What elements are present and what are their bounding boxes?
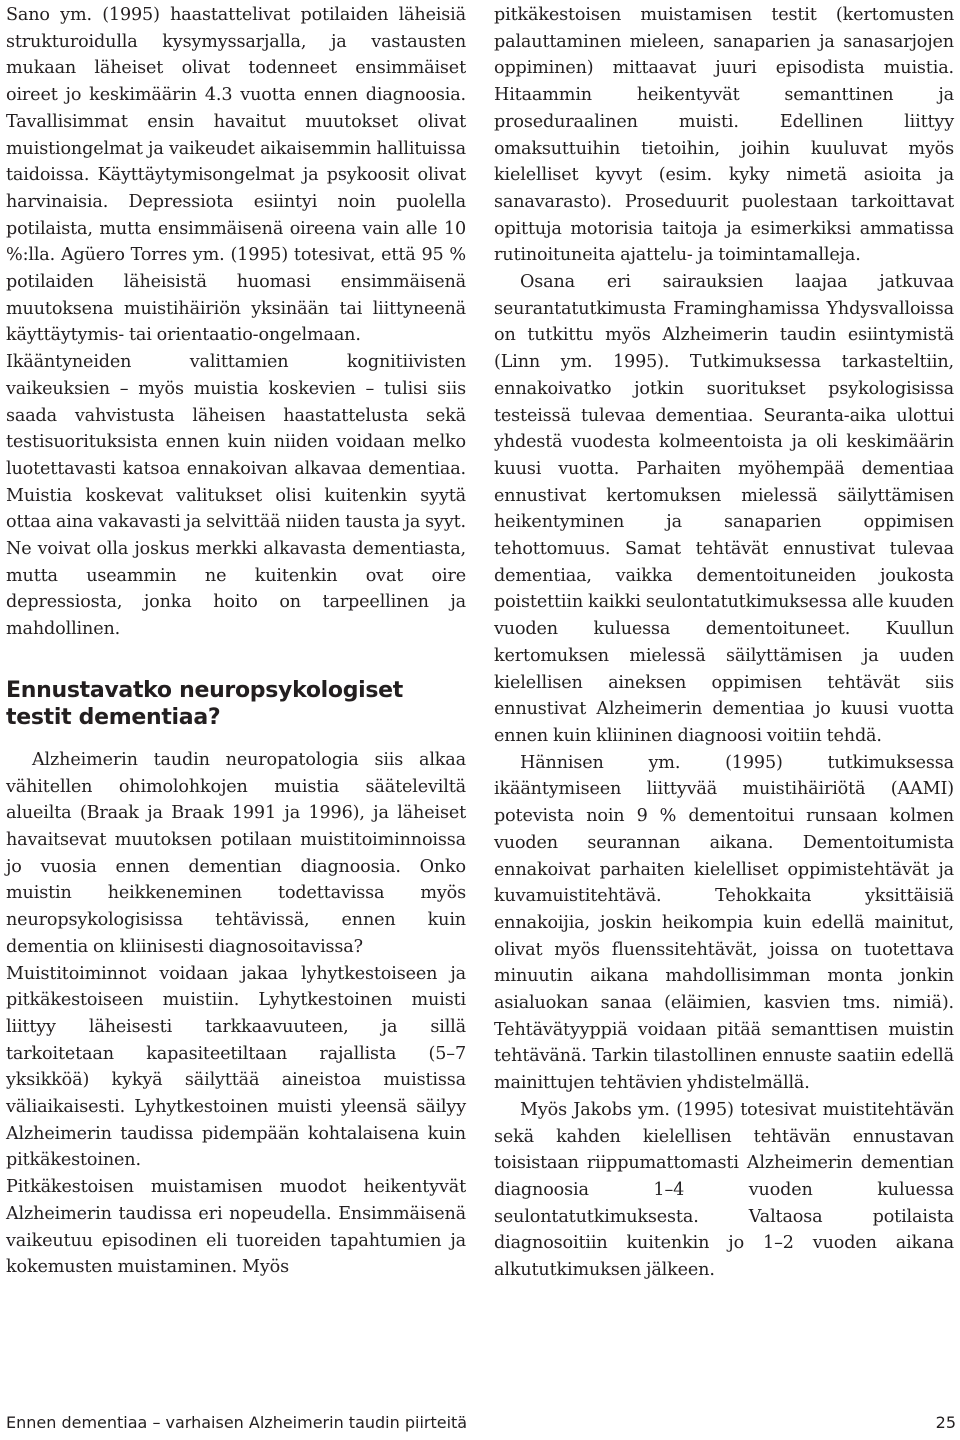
running-footer-title: Ennen dementiaa – varhaisen Alzheimerin taudin piirteitä bbox=[6, 1413, 468, 1432]
body-paragraph: Sano ym. (1995) haastattelivat potilaiden läheisiä strukturoidulla kysymyssarjalla, ja vastausten mukaan läheiset olivat todenneet ensimmäiset oireet jo keskimäärin 4.3 vuotta ennen diagnoosia. Tavallisimmat ensin havaitut muutokset olivat muistiongelmat ja vaikeudet aikaisemmin hallituissa taidoissa. Käyttäytymisongelmat ja psykoosit olivat harvinaisia. Depressiota esiintyi noin puolella potilaista, mutta ensimmäisenä oireena vain alle 10 %:lla. Agüero Torres ym. (1995) totesivat, että 95 % potilaiden läheisistä huomasi ensimmäisenä muutoksena muistihäiriön yksinään tai liittyneenä käyttäytymis- tai orientaatio-ongelmaan. bbox=[6, 5, 466, 346]
body-paragraph: Alzheimerin taudin neuropatologia siis alkaa vähitellen ohimolohkojen muistia sääteleviltä alueilta (Braak ja Braak 1991 ja 1996), ja läheiset havaitsevat muutoksen potilaan muistitoiminnoissa jo vuosia ennen dementian diagnoosia. Onko muistin heikkeneminen todettavissa myös neuropsykologisissa tehtävissä, ennen kuin dementia on kliinisesti diagnosoitavissa? bbox=[6, 749, 466, 957]
right-column bbox=[494, 2, 954, 1284]
body-paragraph: Osana eri sairauksien laajaa jatkuvaa seurantatutkimusta Framinghamissa Yhdysvalloissa on tutkittu myös Alzheimerin taudin esiintymistä (Linn ym. 1995). Tutkimuksessa tarkasteltiin, ennakoivatko jotkin suoritukset psykologisissa testeissä tulevaa dementiaa. Seuranta-aika ulottui yhdestä vuodesta kolmeentoista ja oli keskimäärin kuusi vuotta. Parhaiten myöhempää dementiaa ennustivat kertomuksen mielessä säilyttämisen heikentyminen ja sanaparien oppimisen tehottomuus. Samat tehtävät ennustivat tulevaa dementiaa, vaikka dementoituneiden joukosta poistettiin kaikki seulontatutkimuksessa alle kuuden vuoden kuluessa dementoituneet. Kuullun kertomuksen mielessä säilyttämisen ja uuden kielellisen aineksen oppimisen tehtävät siis ennustivat Alzheimerin dementiaa jo kuusi vuotta ennen kuin kliininen diagnoosi voitiin tehdä. bbox=[494, 272, 954, 746]
body-paragraph: pitkäkestoisen muistamisen testit (kertomusten palauttaminen mieleen, sanaparien ja sanasarjojen oppiminen) mittaavat juuri episodista muistia. Hitaammin heikentyvät semanttinen ja proseduraalinen muisti. Edellinen liittyy omaksuttuihin tietoihin, joihin kuuluvat myös kielelliset kyvyt (esim. kyky nimetä asioita ja sanavarasto). Proseduurit puolestaan tarkoittavat opittuja motorisia taitoja ja esimerkiksi ammatissa rutinoituneita ajattelu- ja toimintamalleja. bbox=[494, 5, 954, 266]
body-paragraph: Pitkäkestoisen muistamisen muodot heikentyvät Alzheimerin taudissa eri nopeudella. Ensimmäisenä vaikeutuu episodinen eli tuoreiden tapahtumien ja kokemusten muistaminen. Myös bbox=[6, 1177, 466, 1278]
body-paragraph: Muistitoiminnot voidaan jakaa lyhytkestoiseen ja pitkäkestoiseen muistiin. Lyhytkestoinen muisti liittyy läheisesti tarkkaavuuteen, ja sillä tarkoitetaan kapasiteetiltaan rajallista (5–7 yksikköä) kykyä säilyttää aineistoa muistissa väliaikaisesti. Lyhytkestoinen muisti yleensä säilyy Alzheimerin taudissa pidempään kohtalaisena kuin pitkäkestoinen. bbox=[6, 963, 466, 1171]
body-paragraph: Myös Jakobs ym. (1995) totesivat muistitehtävän sekä kahden kielellisen tehtävän ennustavan toisistaan riippumattomasti Alzheimerin dementian diagnoosia 1–4 vuoden kuluessa seulontatutkimuksesta. Valtaosa potilaista diagnosoitiin kuitenkin jo 1–2 vuoden aikana alkututkimuksen jälkeen. bbox=[494, 1099, 954, 1281]
body-paragraph: Hännisen ym. (1995) tutkimuksessa ikääntymiseen liittyvää muistihäiriötä (AAMI) potevista noin 9 % dementoitui runsaan kolmen vuoden seurannan aikana. Dementoitumista ennakoivat parhaiten kielelliset oppimistehtävät ja kuvamuistitehtävä. Tehokkaita yksittäisiä ennakoijia, joskin heikompia kuin edellä mainitut, olivat myös fluenssitehtävät, joissa on tuotettava minuutin aikana mahdollisimman monta jonkin asialuokan sanaa (eläimien, kasvien tms. nimiä). Tehtävätyyppiä voidaan pitää semanttisen muistin tehtävänä. Tarkin tilastollinen ennuste saatiin edellä mainittujen tehtävien yhdistelmällä. bbox=[494, 752, 954, 1094]
page-footer bbox=[6, 1413, 956, 1433]
left-column bbox=[6, 2, 466, 1281]
section-heading: Ennustavatko neuropsykologiset testit dementiaa? bbox=[6, 677, 404, 730]
page-number: 25 bbox=[935, 1413, 956, 1432]
body-paragraph: Ikääntyneiden valittamien kognitiivisten vaikeuksien – myös muistia koskevien – tulisi siis saada vahvistusta läheisen haastattelusta sekä testisuorituksista ennen kuin niiden voidaan melko luotettavasti katsoa ennakoivan alkavaa dementiaa. Muistia koskevat valitukset olisi kuitenkin syytä ottaa aina vakavasti ja selvittää niiden tausta ja syyt. Ne voivat olla joskus merkki alkavasta dementiasta, mutta useammin ne kuitenkin ovat oire depressiosta, jonka hoito on tarpeellinen ja mahdollinen. bbox=[6, 352, 467, 640]
